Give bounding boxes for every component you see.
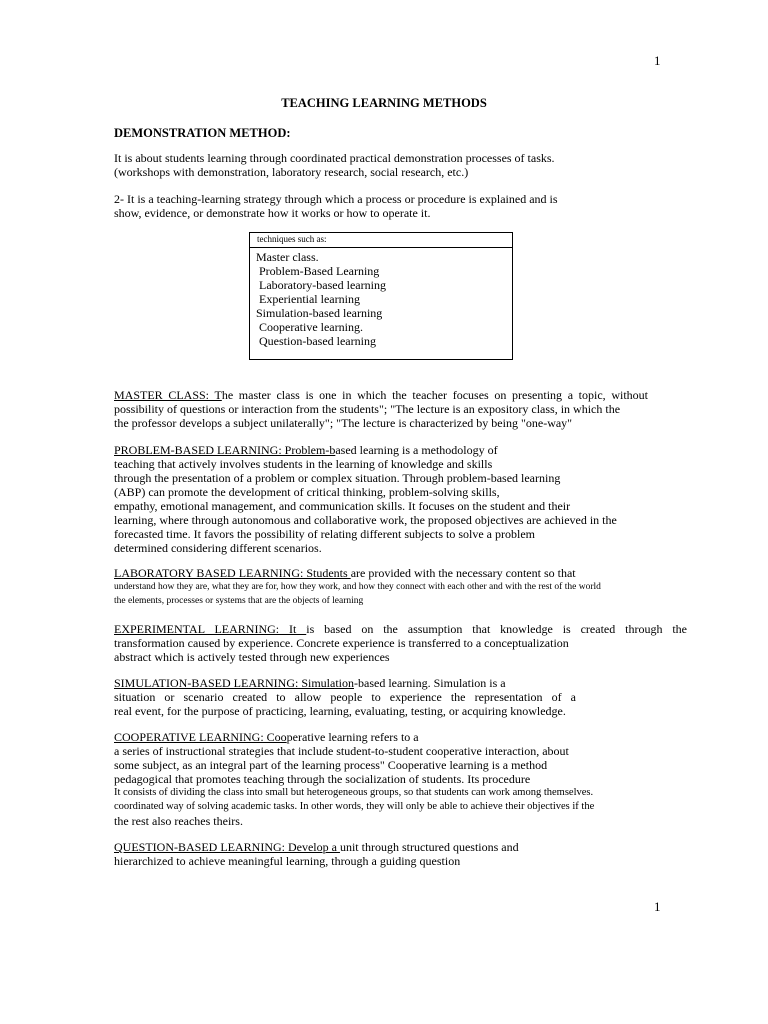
technique-item: Simulation-based learning (256, 306, 383, 320)
cooperative-label: COOPERATIVE LEARNING: Coo (114, 730, 287, 744)
point-2-line-2: show, evidence, or demonstrate how it works or how to operate it. (114, 206, 431, 220)
problem-based-label: PROBLEM-BASED LEARNING: Problem-b (114, 443, 336, 457)
cooperative-line-3: some subject, as an integral part of the learning process" Cooperative learning is a method (114, 758, 548, 772)
simulation-based-line-1-text: -based learning. Simulation is a (354, 676, 506, 690)
master-class-label: MASTER CLASS: T (114, 388, 222, 402)
cooperative-line-1-text: perative learning refers to a (286, 730, 419, 744)
technique-item: Master class. (256, 250, 319, 264)
laboratory-based-label: LABORATORY BASED LEARNING: Students (114, 566, 351, 580)
problem-based-line-1 (114, 443, 644, 457)
experimental-paragraph (114, 622, 687, 664)
experimental-label: EXPERIMENTAL LEARNING: It (114, 622, 307, 636)
laboratory-based-line-1 (114, 566, 664, 580)
laboratory-based-paragraph (114, 566, 664, 608)
question-based-line-2: hierarchized to achieve meaningful learning, through a guiding question (114, 854, 461, 868)
point-2-line-1: 2- It is a teaching-learning strategy through which a process or procedure is explained and is (114, 192, 558, 206)
page-number-bottom: 1 (654, 899, 661, 914)
question-based-label: QUESTION-BASED LEARNING: Develop a (114, 840, 340, 854)
cooperative-paragraph (114, 730, 669, 828)
cooperative-line-2: a series of instructional strategies that include student-to-student cooperative interaction, about (114, 744, 569, 758)
document-title: TEACHING LEARNING METHODS (281, 96, 487, 110)
technique-item: Experiential learning (259, 292, 360, 306)
cooperative-line-6: coordinated way of solving academic tasks. In other words, they will only be able to achieve their objectives if the (114, 801, 595, 812)
technique-item: Cooperative learning. (259, 320, 363, 334)
problem-based-line-6: learning, where through autonomous and collaborative work, the proposed objectives are achieved in the (114, 513, 617, 527)
intro-line-1: It is about students learning through coordinated practical demonstration processes of tasks. (114, 151, 555, 165)
techniques-list (250, 248, 512, 348)
simulation-based-line-3: real event, for the purpose of practicing, learning, evaluating, testing, or acquiring knowledge. (114, 704, 566, 718)
experimental-line-3: abstract which is actively tested through new experiences (114, 650, 390, 664)
question-based-paragraph (114, 840, 594, 868)
problem-based-line-2: teaching that actively involves students in the learning of knowledge and skills (114, 457, 493, 471)
techniques-box (249, 232, 513, 360)
simulation-based-paragraph (114, 676, 576, 718)
intro-line-2: (workshops with demonstration, laboratory research, social research, etc.) (114, 165, 469, 179)
simulation-based-line-1 (114, 676, 576, 690)
cooperative-line-7: the rest also reaches theirs. (114, 814, 243, 828)
intro-paragraph (114, 151, 594, 179)
master-class-line-3: the professor develops a subject unilaterally"; "The lecture is characterized by being "one-way" (114, 416, 573, 430)
question-based-line-1 (114, 840, 594, 854)
laboratory-based-line-2: understand how they are, what they are for, how they work, and how they connect with each other and with the rest of the world (114, 582, 601, 592)
cooperative-line-5: It consists of dividing the class into small but heterogeneous groups, so that students can work among themselves. (114, 787, 594, 798)
problem-based-line-1-text: ased learning is a methodology of (335, 443, 498, 457)
experimental-line-1 (114, 622, 687, 636)
problem-based-line-4: (ABP) can promote the development of critical thinking, problem-solving skills, (114, 485, 500, 499)
master-class-paragraph (114, 388, 648, 430)
master-class-line-1 (114, 388, 648, 402)
problem-based-line-8: determined considering different scenarios. (114, 541, 322, 555)
point-2-paragraph (114, 192, 594, 220)
technique-item: Question-based learning (259, 334, 376, 348)
experimental-line-2: transformation caused by experience. Concrete experience is transferred to a conceptualization (114, 636, 569, 650)
section-heading: DEMONSTRATION METHOD: (114, 126, 291, 140)
technique-item: Laboratory-based learning (259, 278, 386, 292)
master-class-line-1-text: he master class is one in which the teacher focuses on presenting a topic, without (221, 388, 649, 402)
simulation-based-label: SIMULATION-BASED LEARNING: Simulation (114, 676, 354, 690)
simulation-based-line-2: situation or scenario created to allow people to experience the representation of a (114, 690, 576, 704)
laboratory-based-line-1-text: are provided with the necessary content so that (350, 566, 576, 580)
cooperative-line-4: pedagogical that promotes teaching through the socialization of students. Its procedure (114, 772, 531, 786)
problem-based-paragraph (114, 443, 644, 555)
question-based-line-1-text: unit through structured questions and (339, 840, 519, 854)
master-class-line-2: possibility of questions or interaction from the students"; "The lecture is an expository class, in which the (114, 402, 621, 416)
problem-based-line-7: forecasted time. It favors the possibility of relating different subjects to solve a problem (114, 527, 535, 541)
page-number-top: 1 (654, 53, 661, 68)
laboratory-based-line-3: the elements, processes or systems that are the objects of learning (114, 596, 364, 606)
techniques-box-header: techniques such as: (250, 233, 512, 248)
experimental-line-1-text: is based on the assumption that knowledge is created through the (306, 622, 687, 636)
problem-based-line-3: through the presentation of a problem or complex situation. Through problem-based learning (114, 471, 561, 485)
technique-item: Problem-Based Learning (259, 264, 380, 278)
problem-based-line-5: empathy, emotional management, and communication skills. It focuses on the student and their (114, 499, 571, 513)
cooperative-line-1 (114, 730, 669, 744)
